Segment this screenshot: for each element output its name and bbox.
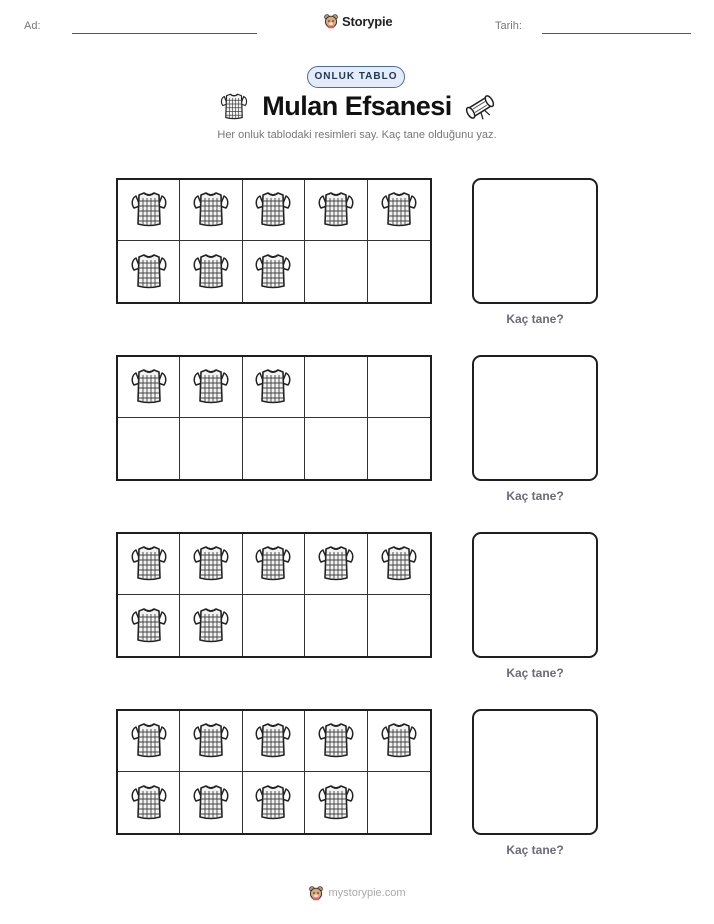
frame-cell <box>368 357 430 418</box>
answer-label: Kaç tane? <box>506 312 564 326</box>
armor-vest-icon <box>253 190 293 230</box>
ten-frame-row <box>0 709 714 869</box>
frame-cell <box>368 595 430 656</box>
armor-vest-icon <box>379 721 419 761</box>
frame-cell <box>180 595 242 656</box>
armor-vest-icon <box>129 606 169 646</box>
frame-cell <box>180 772 242 833</box>
armor-vest-icon <box>129 783 169 823</box>
footer-url[interactable]: mystorypie.com <box>328 887 406 899</box>
armor-vest-icon <box>191 783 231 823</box>
ten-frame-row <box>0 532 714 692</box>
ten-frame <box>116 532 432 658</box>
frame-cell <box>368 772 430 833</box>
ten-frame <box>116 355 432 481</box>
frame-cell <box>305 534 367 595</box>
armor-vest-icon <box>129 721 169 761</box>
armor-vest-icon <box>316 190 356 230</box>
ten-frame-row <box>0 355 714 515</box>
frame-cell <box>305 595 367 656</box>
brand <box>323 13 392 29</box>
armor-vest-icon <box>253 721 293 761</box>
frame-cell <box>243 711 305 772</box>
armor-vest-icon <box>191 544 231 584</box>
page-title: Mulan Efsanesi <box>262 91 452 121</box>
answer-box[interactable] <box>472 709 598 835</box>
frame-cell <box>118 357 180 418</box>
frame-cell <box>180 357 242 418</box>
frame-cell <box>180 418 242 479</box>
armor-vest-icon <box>253 252 293 292</box>
frame-cell <box>118 418 180 479</box>
armor-vest-icon <box>129 544 169 584</box>
answer-box[interactable] <box>472 532 598 658</box>
frame-cell <box>243 418 305 479</box>
armor-vest-icon <box>379 544 419 584</box>
footer <box>0 885 714 901</box>
frame-cell <box>305 357 367 418</box>
answer-box[interactable] <box>472 355 598 481</box>
frame-cell <box>305 180 367 241</box>
answer-box[interactable] <box>472 178 598 304</box>
frame-cell <box>118 241 180 302</box>
frame-cell <box>368 711 430 772</box>
frame-cell <box>243 534 305 595</box>
header-name-label: Ad: <box>24 20 41 32</box>
frame-cell <box>180 534 242 595</box>
armor-vest-icon <box>316 544 356 584</box>
frame-cell <box>305 418 367 479</box>
armor-vest-icon <box>253 783 293 823</box>
frame-cell <box>243 595 305 656</box>
frame-cell <box>305 711 367 772</box>
armor-vest-icon <box>253 367 293 407</box>
bear-mascot-icon <box>308 885 324 901</box>
frame-cell <box>243 180 305 241</box>
armor-vest-icon <box>316 783 356 823</box>
ten-frame <box>116 709 432 835</box>
armor-vest-icon <box>191 721 231 761</box>
scroll-icon <box>464 92 496 122</box>
armor-vest-icon <box>191 190 231 230</box>
armor-vest-icon <box>129 190 169 230</box>
frame-cell <box>368 241 430 302</box>
armor-vest-icon <box>129 367 169 407</box>
armor-vest-icon <box>253 544 293 584</box>
header-date-label: Tarih: <box>495 20 522 32</box>
frame-cell <box>180 711 242 772</box>
ten-frame <box>116 178 432 304</box>
ten-frame-row <box>0 178 714 338</box>
answer-label: Kaç tane? <box>506 666 564 680</box>
answer-label: Kaç tane? <box>506 843 564 857</box>
frame-cell <box>118 711 180 772</box>
frame-cell <box>243 772 305 833</box>
armor-vest-icon <box>379 190 419 230</box>
frame-cell <box>118 180 180 241</box>
frame-cell <box>368 180 430 241</box>
name-input-line[interactable] <box>72 33 257 34</box>
frame-cell <box>118 595 180 656</box>
armor-vest-icon <box>191 606 231 646</box>
frame-cell <box>118 772 180 833</box>
bear-mascot-icon <box>323 13 339 29</box>
armor-vest-icon <box>191 252 231 292</box>
instructions: Her onluk tablodaki resimleri say. Kaç tane olduğunu yaz. <box>217 129 497 141</box>
answer-label: Kaç tane? <box>506 489 564 503</box>
brand-name: Storypie <box>342 13 393 29</box>
frame-cell <box>243 357 305 418</box>
frame-cell <box>118 534 180 595</box>
armor-vest-icon <box>316 721 356 761</box>
armor-vest-icon <box>191 367 231 407</box>
date-input-line[interactable] <box>542 33 691 34</box>
frame-cell <box>180 241 242 302</box>
frame-cell <box>368 418 430 479</box>
category-badge: ONLUK TABLO <box>307 66 405 88</box>
frame-cell <box>243 241 305 302</box>
armor-vest-icon <box>129 252 169 292</box>
frame-cell <box>305 241 367 302</box>
frame-cell <box>305 772 367 833</box>
frame-cell <box>180 180 242 241</box>
frame-cell <box>368 534 430 595</box>
